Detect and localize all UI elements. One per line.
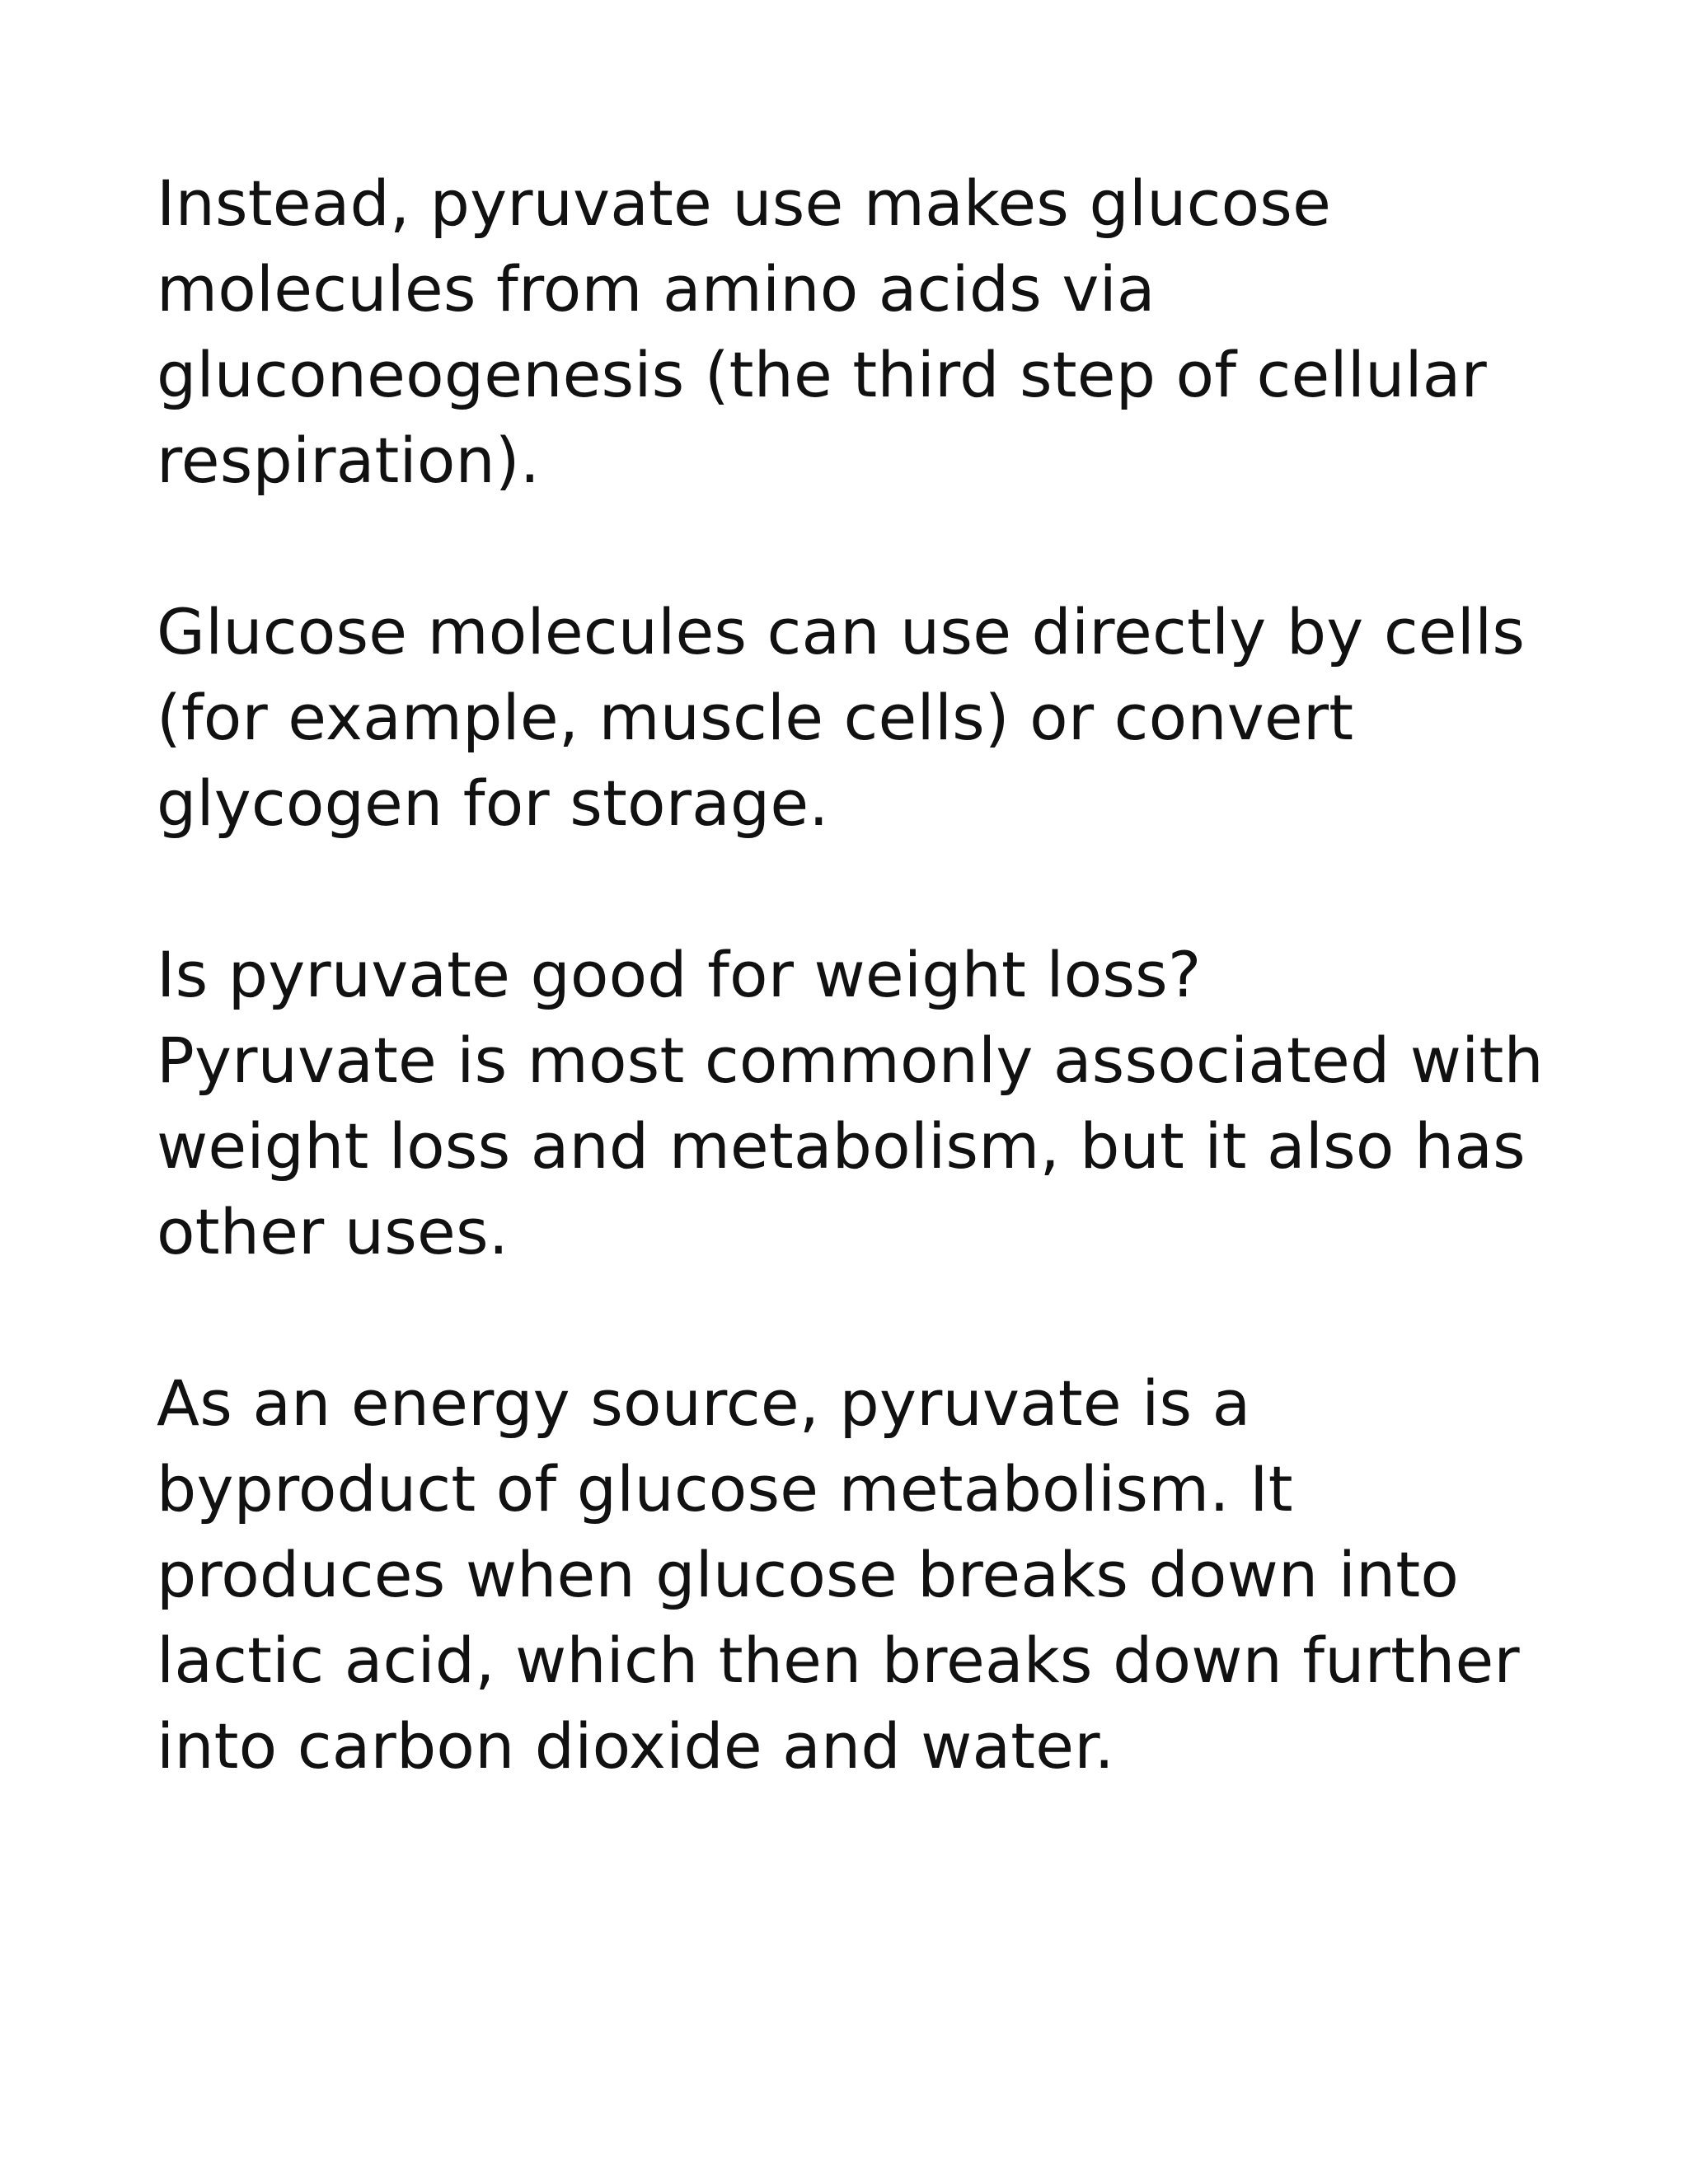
text-line: lactic acid, which then breaks down further [157, 1624, 1520, 1697]
paragraph-weight-loss [157, 932, 1558, 1275]
text-line: glycogen for storage. [157, 766, 829, 840]
paragraph-energy-source [157, 1361, 1558, 1789]
text-line: byproduct of glucose metabolism. It [157, 1452, 1293, 1526]
paragraph-glucose-use [157, 589, 1558, 846]
text-line: Instead, pyruvate use makes glucose [157, 166, 1332, 240]
text-line: Is pyruvate good for weight loss? [157, 938, 1202, 1011]
text-line: produces when glucose breaks down into [157, 1538, 1460, 1611]
text-line: respiration). [157, 424, 541, 497]
text-line: other uses. [157, 1195, 509, 1268]
paragraph-gluconeogenesis [157, 161, 1558, 504]
text-line: into carbon dioxide and water. [157, 1709, 1115, 1783]
text-line: gluconeogenesis (the third step of cellular [157, 338, 1487, 411]
text-line: As an energy source, pyruvate is a [157, 1366, 1251, 1440]
text-line: molecules from amino acids via [157, 252, 1156, 326]
text-line: weight loss and metabolism, but it also has [157, 1109, 1526, 1183]
text-line: Pyruvate is most commonly associated with [157, 1024, 1544, 1097]
document-body [157, 161, 1558, 1875]
text-line: (for example, muscle cells) or convert [157, 681, 1354, 754]
text-line: Glucose molecules can use directly by cells [157, 595, 1526, 668]
